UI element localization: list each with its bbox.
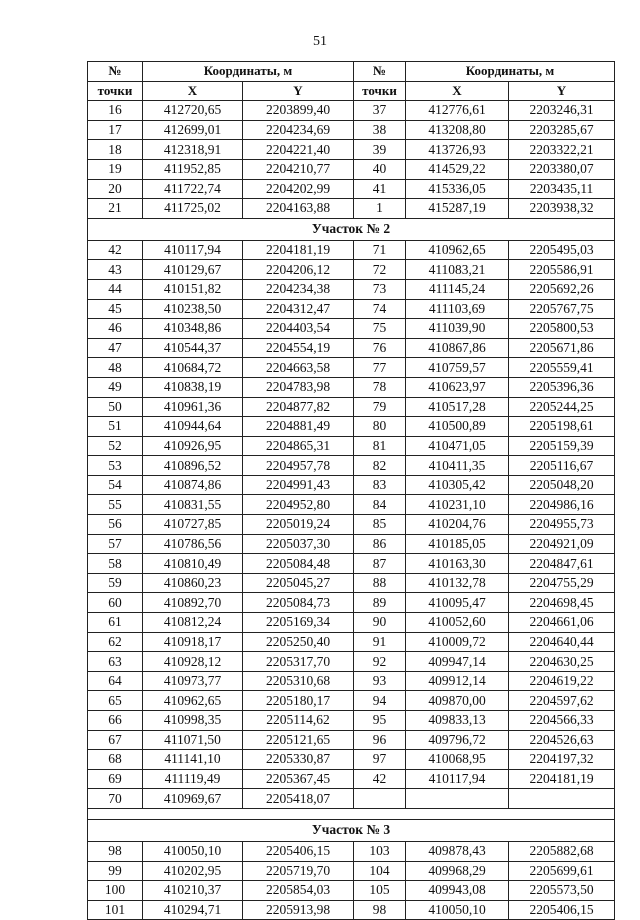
table-cell: 2204663,58 [243, 358, 354, 378]
table-cell: 104 [354, 861, 406, 881]
table-row [88, 652, 615, 672]
table-cell: 410185,05 [406, 534, 509, 554]
table-cell: 2205019,24 [243, 515, 354, 535]
table-cell: 2205084,73 [243, 593, 354, 613]
table-cell: 409968,29 [406, 861, 509, 881]
table-cell: 88 [354, 573, 406, 593]
table-cell: 86 [354, 534, 406, 554]
table-cell: 410831,55 [143, 495, 243, 515]
block-3-rows [88, 841, 615, 919]
table-cell: 415287,19 [406, 199, 509, 219]
table-cell: 2205198,61 [509, 417, 615, 437]
table-cell: 2205699,61 [509, 861, 615, 881]
table-cell: 411071,50 [143, 730, 243, 750]
table-cell: 2204210,77 [243, 159, 354, 179]
table-cell: 57 [88, 534, 143, 554]
table-cell: 2204865,31 [243, 436, 354, 456]
table-cell: 410759,57 [406, 358, 509, 378]
table-cell: 43 [88, 260, 143, 280]
table-cell: 1 [354, 199, 406, 219]
table-cell: 2204202,99 [243, 179, 354, 199]
table-cell: 2204881,49 [243, 417, 354, 437]
table-cell: 410812,24 [143, 613, 243, 633]
table-row [88, 900, 615, 920]
table-cell: 409870,00 [406, 691, 509, 711]
table-row [88, 279, 615, 299]
table-row [88, 417, 615, 437]
table-cell: 410471,05 [406, 436, 509, 456]
table-row [88, 495, 615, 515]
table-cell: 42 [354, 769, 406, 789]
table-cell: 410874,86 [143, 475, 243, 495]
table-cell: 2205244,25 [509, 397, 615, 417]
table-cell: 411119,49 [143, 769, 243, 789]
table-cell: 98 [88, 841, 143, 861]
table-cell: 2204234,69 [243, 120, 354, 140]
section-title-row [88, 819, 615, 841]
table-cell: 73 [354, 279, 406, 299]
table-row [88, 881, 615, 901]
table-cell: 44 [88, 279, 143, 299]
table-cell: 99 [88, 861, 143, 881]
table-cell: 96 [354, 730, 406, 750]
table-cell: 410095,47 [406, 593, 509, 613]
header-point-right: точки [354, 81, 406, 101]
table-cell: 412720,65 [143, 101, 243, 121]
table-row [88, 573, 615, 593]
table-cell: 2205719,70 [243, 861, 354, 881]
table-cell: 71 [354, 240, 406, 260]
table-cell: 2204640,44 [509, 632, 615, 652]
spacer-row [88, 808, 615, 819]
table-row [88, 120, 615, 140]
header-row-1 [88, 62, 615, 82]
table-cell: 98 [354, 900, 406, 920]
table-cell: 410969,67 [143, 789, 243, 809]
table-row [88, 319, 615, 339]
header-coords-left: Координаты, м [143, 62, 354, 82]
table-cell: 410500,89 [406, 417, 509, 437]
header-x-left: X [143, 81, 243, 101]
table-cell: 410348,86 [143, 319, 243, 339]
table-row [88, 671, 615, 691]
table-cell: 412699,01 [143, 120, 243, 140]
table-cell: 410009,72 [406, 632, 509, 652]
table-cell [406, 789, 509, 809]
table-cell: 53 [88, 456, 143, 476]
table-cell: 90 [354, 613, 406, 633]
header-num-left: № [88, 62, 143, 82]
table-cell: 70 [88, 789, 143, 809]
table-cell: 68 [88, 750, 143, 770]
table-row [88, 475, 615, 495]
table-cell: 2205114,62 [243, 711, 354, 731]
table-row [88, 789, 615, 809]
table-cell: 101 [88, 900, 143, 920]
table-cell: 2204566,33 [509, 711, 615, 731]
table-cell: 91 [354, 632, 406, 652]
table-cell: 58 [88, 554, 143, 574]
table-cell: 2205692,26 [509, 279, 615, 299]
table-cell: 410305,42 [406, 475, 509, 495]
table-cell: 2203938,32 [509, 199, 615, 219]
table-row [88, 199, 615, 219]
table-row [88, 101, 615, 121]
table-cell: 2205310,68 [243, 671, 354, 691]
table-cell: 413208,80 [406, 120, 509, 140]
table-cell: 2205116,67 [509, 456, 615, 476]
table-cell: 56 [88, 515, 143, 535]
table-row [88, 377, 615, 397]
table-cell: 2204957,78 [243, 456, 354, 476]
table-cell: 40 [354, 159, 406, 179]
table-row [88, 397, 615, 417]
table-cell: 411103,69 [406, 299, 509, 319]
table-cell: 81 [354, 436, 406, 456]
section-3 [88, 808, 615, 841]
table-cell: 410962,65 [406, 240, 509, 260]
table-cell: 410860,23 [143, 573, 243, 593]
table-cell: 2204554,19 [243, 338, 354, 358]
block-1-rows [88, 101, 615, 219]
table-cell: 2205671,86 [509, 338, 615, 358]
section-title: Участок № 3 [88, 819, 615, 841]
section-title-row [88, 218, 615, 240]
header-point-left: точки [88, 81, 143, 101]
table-cell: 77 [354, 358, 406, 378]
table-cell: 2205495,03 [509, 240, 615, 260]
table-cell: 410623,97 [406, 377, 509, 397]
table-row [88, 338, 615, 358]
table-row [88, 240, 615, 260]
table-cell: 2205084,48 [243, 554, 354, 574]
table-row [88, 456, 615, 476]
table-row [88, 730, 615, 750]
table-cell: 41 [354, 179, 406, 199]
table-cell: 410050,10 [143, 841, 243, 861]
table-cell: 2203899,40 [243, 101, 354, 121]
table-cell: 2205048,20 [509, 475, 615, 495]
table-cell: 2205586,91 [509, 260, 615, 280]
table-cell: 2204597,62 [509, 691, 615, 711]
table-cell: 410238,50 [143, 299, 243, 319]
table-cell: 2205159,39 [509, 436, 615, 456]
table-row [88, 179, 615, 199]
table-cell: 410117,94 [143, 240, 243, 260]
table-cell: 45 [88, 299, 143, 319]
table-cell: 87 [354, 554, 406, 574]
table-cell: 410867,86 [406, 338, 509, 358]
table-cell: 48 [88, 358, 143, 378]
table-cell: 2204698,45 [509, 593, 615, 613]
table-cell: 38 [354, 120, 406, 140]
table-cell: 82 [354, 456, 406, 476]
table-cell: 18 [88, 140, 143, 160]
table-row [88, 260, 615, 280]
table-cell: 52 [88, 436, 143, 456]
table-cell: 2205037,30 [243, 534, 354, 554]
table-cell: 2205317,70 [243, 652, 354, 672]
table-cell: 410684,72 [143, 358, 243, 378]
table-cell: 409943,08 [406, 881, 509, 901]
table-cell: 410517,28 [406, 397, 509, 417]
table-cell: 74 [354, 299, 406, 319]
table-cell: 410204,76 [406, 515, 509, 535]
table-cell: 2204619,22 [509, 671, 615, 691]
table-cell: 410068,95 [406, 750, 509, 770]
header-y-right: Y [509, 81, 615, 101]
table-cell: 60 [88, 593, 143, 613]
table-cell: 410918,17 [143, 632, 243, 652]
coordinates-table [87, 61, 615, 920]
table-cell: 54 [88, 475, 143, 495]
table-cell: 2204783,98 [243, 377, 354, 397]
table-cell: 2204181,19 [243, 240, 354, 260]
table-cell: 2205045,27 [243, 573, 354, 593]
table-cell: 94 [354, 691, 406, 711]
table-cell: 2204163,88 [243, 199, 354, 219]
table-row [88, 613, 615, 633]
table-cell: 2204630,25 [509, 652, 615, 672]
table-row [88, 769, 615, 789]
table-cell: 75 [354, 319, 406, 339]
table-row [88, 554, 615, 574]
table-cell: 2204181,19 [509, 769, 615, 789]
table-cell: 2204921,09 [509, 534, 615, 554]
table-cell: 411145,24 [406, 279, 509, 299]
table-cell: 72 [354, 260, 406, 280]
table-cell: 2204991,43 [243, 475, 354, 495]
table-cell: 412318,91 [143, 140, 243, 160]
table-cell: 410727,85 [143, 515, 243, 535]
table-cell: 2205169,34 [243, 613, 354, 633]
page-number: 51 [313, 34, 327, 49]
table-cell: 2203380,07 [509, 159, 615, 179]
table-cell: 2204986,16 [509, 495, 615, 515]
table-row [88, 691, 615, 711]
table-cell: 2205406,15 [243, 841, 354, 861]
table-cell: 411083,21 [406, 260, 509, 280]
header-row-2 [88, 81, 615, 101]
section-title: Участок № 2 [88, 218, 615, 240]
table-row [88, 861, 615, 881]
table-cell: 410210,37 [143, 881, 243, 901]
table-cell: 64 [88, 671, 143, 691]
table-cell: 410202,95 [143, 861, 243, 881]
table-cell: 2204206,12 [243, 260, 354, 280]
table-cell: 2204197,32 [509, 750, 615, 770]
table-cell: 2205367,45 [243, 769, 354, 789]
table-cell: 2203322,21 [509, 140, 615, 160]
table-cell: 65 [88, 691, 143, 711]
table-row [88, 358, 615, 378]
table-cell: 411722,74 [143, 179, 243, 199]
table-cell: 409878,43 [406, 841, 509, 861]
table-cell: 410129,67 [143, 260, 243, 280]
table-cell: 410231,10 [406, 495, 509, 515]
table-row [88, 711, 615, 731]
table-cell: 409947,14 [406, 652, 509, 672]
table-cell: 49 [88, 377, 143, 397]
table-cell: 409912,14 [406, 671, 509, 691]
table-cell [354, 789, 406, 809]
table-cell: 410892,70 [143, 593, 243, 613]
table-cell: 50 [88, 397, 143, 417]
table-cell: 411141,10 [143, 750, 243, 770]
table-cell: 105 [354, 881, 406, 901]
table-cell: 2205913,98 [243, 900, 354, 920]
table-cell: 103 [354, 841, 406, 861]
table-cell: 413726,93 [406, 140, 509, 160]
table-cell: 66 [88, 711, 143, 731]
table-cell: 2205406,15 [509, 900, 615, 920]
table-cell: 85 [354, 515, 406, 535]
table-cell: 410998,35 [143, 711, 243, 731]
table-cell: 61 [88, 613, 143, 633]
table-row [88, 534, 615, 554]
table-cell: 2204847,61 [509, 554, 615, 574]
table-row [88, 299, 615, 319]
table-cell: 83 [354, 475, 406, 495]
table-cell: 410810,49 [143, 554, 243, 574]
table-cell: 2205121,65 [243, 730, 354, 750]
table-cell: 2204661,06 [509, 613, 615, 633]
table-cell: 79 [354, 397, 406, 417]
table-row [88, 140, 615, 160]
table-cell: 411725,02 [143, 199, 243, 219]
table-cell: 411039,90 [406, 319, 509, 339]
table-cell: 62 [88, 632, 143, 652]
table-cell: 2205418,07 [243, 789, 354, 809]
table-cell: 415336,05 [406, 179, 509, 199]
table-cell: 410050,10 [406, 900, 509, 920]
spacer-cell [88, 808, 615, 819]
table-cell: 410544,37 [143, 338, 243, 358]
table-cell: 2204312,47 [243, 299, 354, 319]
table-cell [509, 789, 615, 809]
table-cell: 2203435,11 [509, 179, 615, 199]
table-cell: 411952,85 [143, 159, 243, 179]
table-cell: 2205882,68 [509, 841, 615, 861]
table-row [88, 159, 615, 179]
table-row [88, 436, 615, 456]
table-cell: 410294,71 [143, 900, 243, 920]
block-2-rows [88, 240, 615, 808]
table-cell: 21 [88, 199, 143, 219]
table-cell: 410132,78 [406, 573, 509, 593]
table-cell: 410786,56 [143, 534, 243, 554]
table-cell: 2203246,31 [509, 101, 615, 121]
table-cell: 410896,52 [143, 456, 243, 476]
table-cell: 89 [354, 593, 406, 613]
table-cell: 2205250,40 [243, 632, 354, 652]
table-cell: 20 [88, 179, 143, 199]
header-num-right: № [354, 62, 406, 82]
header-x-right: X [406, 81, 509, 101]
table-row [88, 632, 615, 652]
table-cell: 2205854,03 [243, 881, 354, 901]
table-cell: 409833,13 [406, 711, 509, 731]
table-row [88, 750, 615, 770]
header-y-left: Y [243, 81, 354, 101]
table-cell: 63 [88, 652, 143, 672]
table-cell: 84 [354, 495, 406, 515]
table-cell: 97 [354, 750, 406, 770]
table-cell: 414529,22 [406, 159, 509, 179]
table-row [88, 593, 615, 613]
table-cell: 2205396,36 [509, 377, 615, 397]
table-cell: 410926,95 [143, 436, 243, 456]
table-cell: 412776,61 [406, 101, 509, 121]
table-cell: 410117,94 [406, 769, 509, 789]
table-cell: 46 [88, 319, 143, 339]
table-cell: 2205180,17 [243, 691, 354, 711]
header-coords-right: Координаты, м [406, 62, 615, 82]
table-cell: 100 [88, 881, 143, 901]
table-cell: 39 [354, 140, 406, 160]
table-cell: 17 [88, 120, 143, 140]
table-cell: 2205330,87 [243, 750, 354, 770]
table-cell: 93 [354, 671, 406, 691]
table-cell: 2204526,63 [509, 730, 615, 750]
table-cell: 2204955,73 [509, 515, 615, 535]
table-row [88, 515, 615, 535]
table-cell: 2204234,38 [243, 279, 354, 299]
table-cell: 37 [354, 101, 406, 121]
table-cell: 2205767,75 [509, 299, 615, 319]
table-cell: 92 [354, 652, 406, 672]
table-cell: 2203285,67 [509, 120, 615, 140]
table-cell: 410962,65 [143, 691, 243, 711]
table-cell: 59 [88, 573, 143, 593]
table-cell: 410411,35 [406, 456, 509, 476]
table-cell: 76 [354, 338, 406, 358]
table-cell: 410838,19 [143, 377, 243, 397]
table-cell: 2204755,29 [509, 573, 615, 593]
section-2 [88, 218, 615, 240]
table-row [88, 841, 615, 861]
table-cell: 2205800,53 [509, 319, 615, 339]
table-cell: 55 [88, 495, 143, 515]
table-cell: 78 [354, 377, 406, 397]
table-cell: 51 [88, 417, 143, 437]
table-cell: 2205573,50 [509, 881, 615, 901]
table-cell: 410928,12 [143, 652, 243, 672]
table-cell: 2204403,54 [243, 319, 354, 339]
table-cell: 410151,82 [143, 279, 243, 299]
table-cell: 16 [88, 101, 143, 121]
table-cell: 2205559,41 [509, 358, 615, 378]
table-cell: 67 [88, 730, 143, 750]
table-cell: 42 [88, 240, 143, 260]
table-cell: 410052,60 [406, 613, 509, 633]
table-cell: 47 [88, 338, 143, 358]
table-cell: 410961,36 [143, 397, 243, 417]
table-cell: 19 [88, 159, 143, 179]
table-cell: 409796,72 [406, 730, 509, 750]
table-cell: 410163,30 [406, 554, 509, 574]
table-cell: 410973,77 [143, 671, 243, 691]
table-cell: 2204221,40 [243, 140, 354, 160]
table-cell: 410944,64 [143, 417, 243, 437]
table-cell: 69 [88, 769, 143, 789]
table-cell: 2204877,82 [243, 397, 354, 417]
table-cell: 2204952,80 [243, 495, 354, 515]
table-cell: 95 [354, 711, 406, 731]
table-cell: 80 [354, 417, 406, 437]
